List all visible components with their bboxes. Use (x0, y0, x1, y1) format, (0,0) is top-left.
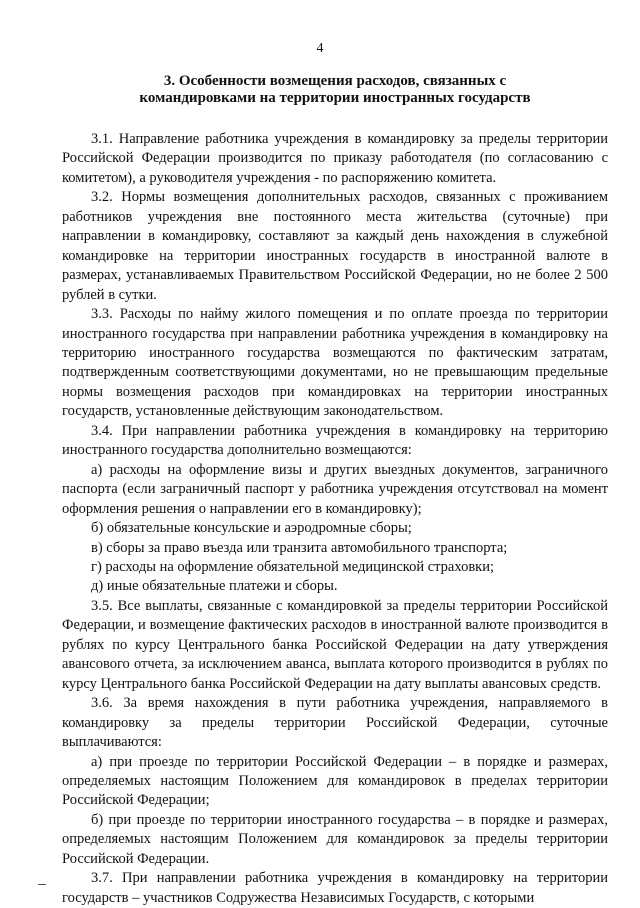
list-item-a: а) расходы на оформление визы и других выездных документов, заграничного паспорта (если заграничный паспорт у работника учреждения отсутствовал на момент оформления решения о направлении его в командировку); (62, 461, 608, 517)
list-item-b-transit: б) при проезде по территории иностранного государства – в порядке и размерах, определяемых настоящим Положением для командировок за пределы территории Российской Федерации. (62, 811, 608, 867)
list-item-v: в) сборы за право въезда или транзита автомобильного транспорта; (91, 539, 508, 556)
section-title (62, 73, 608, 107)
list-item-a-transit: а) при проезде по территории Российской Федерации – в порядке и размерах, определяемых настоящим Положением для командировок в пределах территории Российской Федерации; (62, 753, 608, 809)
paragraph-3-3: 3.3. Расходы по найму жилого помещения и по оплате проезда по территории иностранного государства при направлении работника учреждения в командировку на территорию иностранного государства возмещаются по фактическим затратам, подтвержденным соответствующими документами, но не превышающим предельные нормы возмещения расходов при командировках на территории иностранных государств, установленные действующим законодательством. (62, 306, 608, 420)
section-title-line-2: командировками на территории иностранных государств (139, 90, 531, 106)
list-item-g: г) расходы на оформление обязательной медицинской страховки; (91, 558, 494, 575)
list-item-d: д) иные обязательные платежи и сборы. (91, 578, 338, 595)
section-body (62, 130, 608, 908)
paragraph-3-2: 3.2. Нормы возмещения дополнительных расходов, связанных с проживанием работников учреждения вне постоянного места жительства (суточные) при направлении в командировку, составляют за каждый день нахождения в служебной командировке на территории иностранных государств в иностранной валюте в размерах, устанавливаемых Правительством Российской Федерации, но не более 2 500 рублей в сутки. (62, 189, 608, 303)
paragraph-3-7: 3.7. При направлении работника учреждения в командировку на территории государств – участников Содружества Независимых Государств, с которыми (62, 870, 608, 906)
list-item-b: б) обязательные консульские и аэродромные сборы; (91, 520, 412, 537)
paragraph-3-5: 3.5. Все выплаты, связанные с командировкой за пределы территории Российской Федерации, и возмещение фактических расходов в иностранной валюте производится в рублях по курсу Центрального банка Российской Федерации на дату утверждения авансового отчета, за исключением аванса, выплата которого производится в рублях по курсу Центрального банка Российской Федерации на дату выплаты авансовых средств. (62, 597, 608, 692)
section-title-line-1: 3. Особенности возмещения расходов, связанных с (163, 73, 507, 89)
margin-mark (38, 884, 46, 885)
paragraph-3-1: 3.1. Направление работника учреждения в командировку за пределы территории Российской Федерации производится по приказу работодателя (по согласованию с комитетом), а руководителя учреждения - по распоряжению комитета. (62, 131, 608, 186)
paragraph-3-6: 3.6. За время нахождения в пути работника учреждения, направляемого в командировку за пределы территории Российской Федерации, суточные выплачиваются: (62, 695, 608, 751)
page-number: 4 (316, 41, 324, 56)
paragraph-3-4: 3.4. При направлении работника учреждения в командировку на территорию иностранного государства дополнительно возмещаются: (62, 422, 608, 459)
